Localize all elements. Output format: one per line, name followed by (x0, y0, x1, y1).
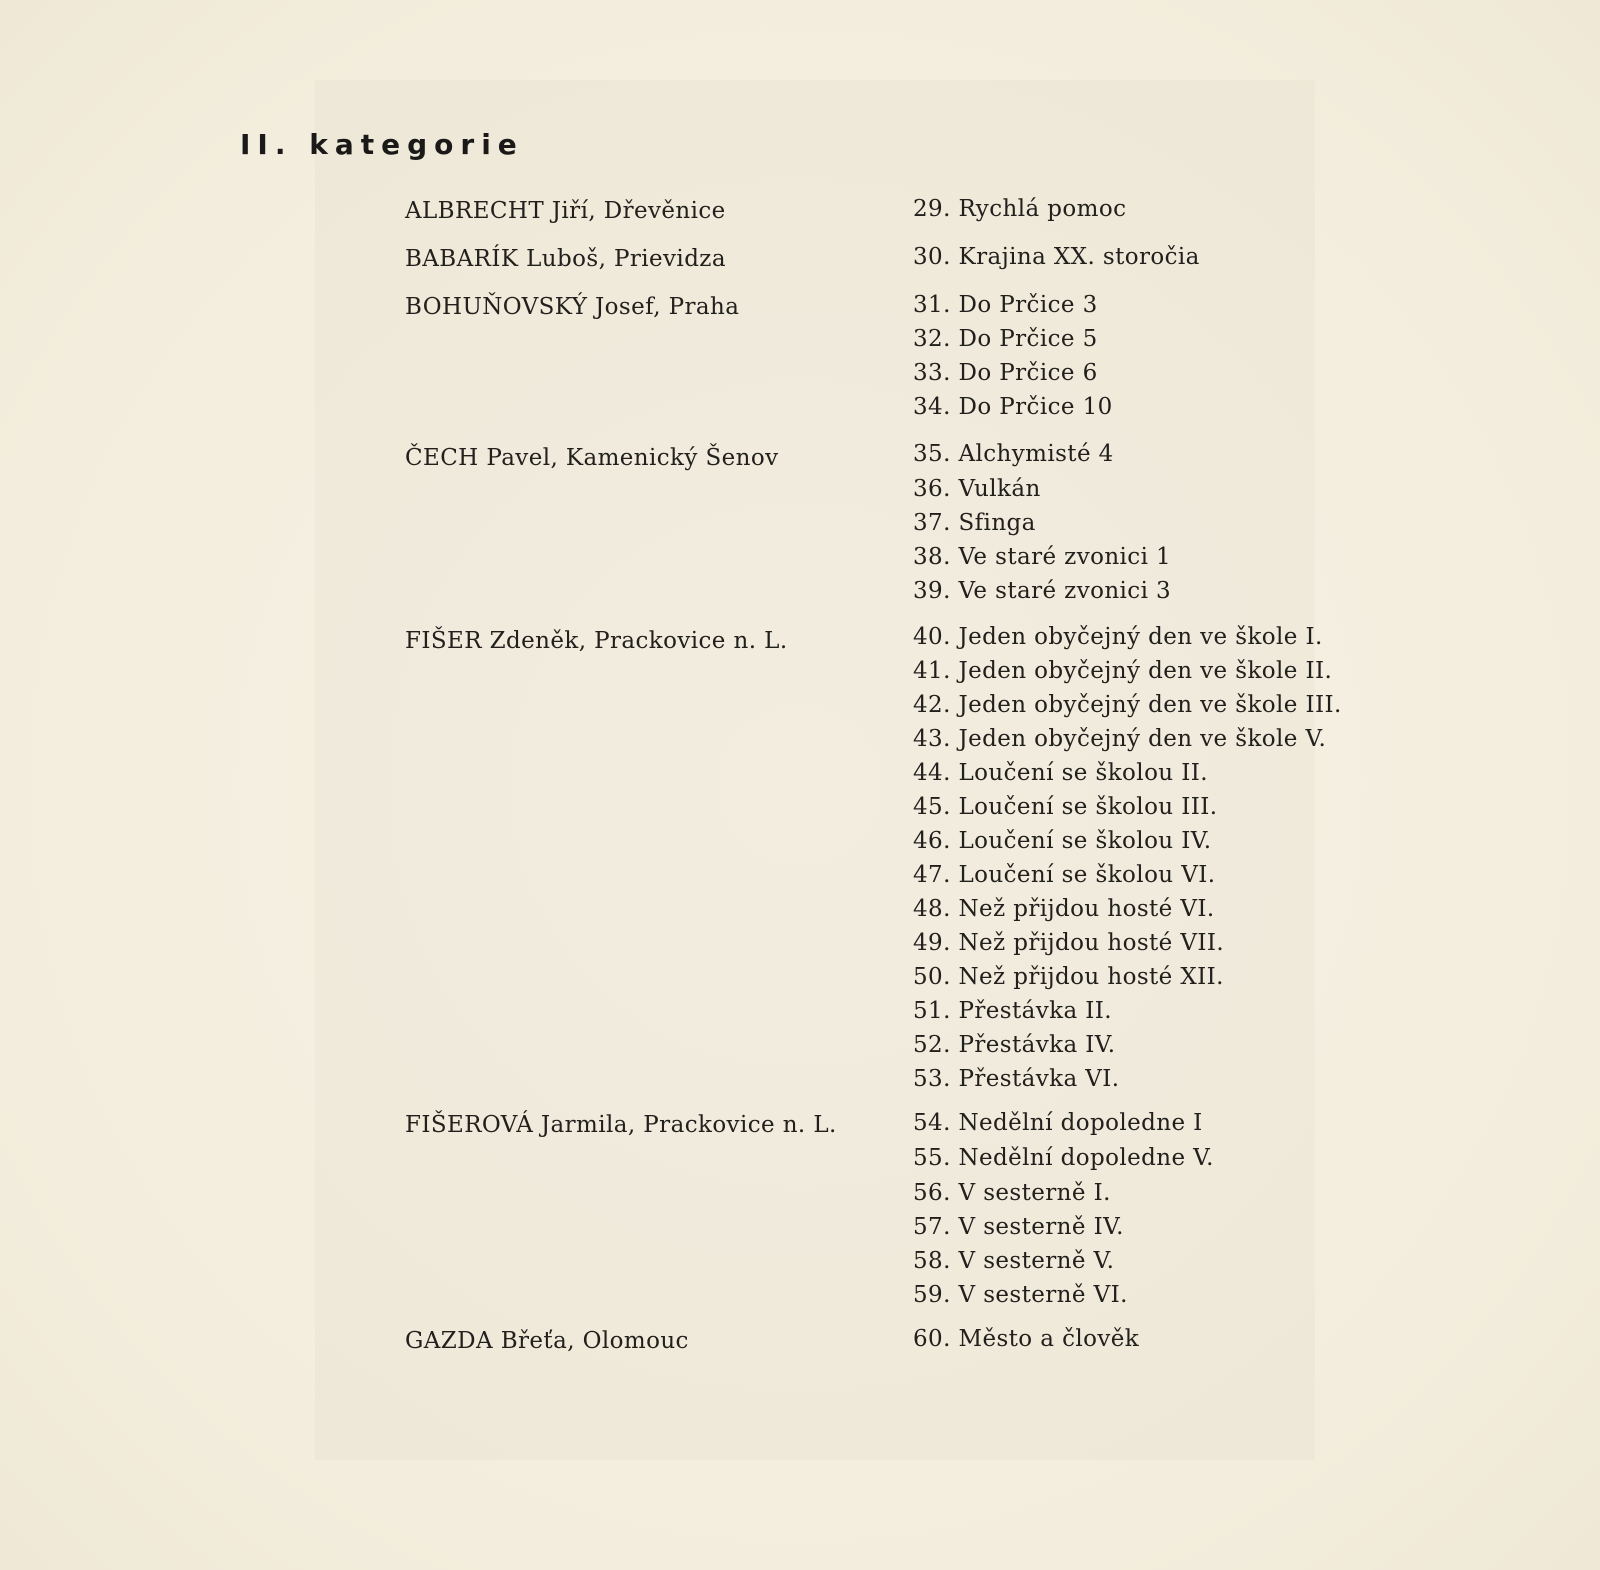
work-item: 53. Přestávka VI. (913, 1066, 1120, 1092)
work-item: 29. Rychlá pomoc (913, 196, 1127, 222)
work-item: 32. Do Prčice 5 (913, 326, 1098, 352)
work-item: 40. Jeden obyčejný den ve škole I. (913, 624, 1323, 650)
work-item: 46. Loučení se školou IV. (913, 828, 1212, 854)
work-item: 59. V sesterně VI. (913, 1282, 1128, 1308)
work-item: 35. Alchymisté 4 (913, 441, 1114, 467)
work-item: 37. Sfinga (913, 510, 1036, 536)
category-heading: II. kategorie (240, 128, 524, 161)
work-item: 58. V sesterně V. (913, 1248, 1115, 1274)
work-item: 36. Vulkán (913, 476, 1041, 502)
work-item: 60. Město a člověk (913, 1326, 1140, 1352)
author-fiserova: FIŠEROVÁ Jarmila, Prackovice n. L. (405, 1112, 837, 1138)
work-item: 30. Krajina XX. storočia (913, 244, 1200, 270)
work-item: 56. V sesterně I. (913, 1180, 1111, 1206)
work-item: 34. Do Prčice 10 (913, 394, 1113, 420)
author-fiser: FIŠER Zdeněk, Prackovice n. L. (405, 628, 788, 654)
work-item: 44. Loučení se školou II. (913, 760, 1208, 786)
work-item: 57. V sesterně IV. (913, 1214, 1124, 1240)
work-item: 39. Ve staré zvonici 3 (913, 578, 1172, 604)
work-item: 33. Do Prčice 6 (913, 360, 1098, 386)
work-item: 54. Nedělní dopoledne I (913, 1110, 1203, 1136)
author-albrecht: ALBRECHT Jiří, Dřevěnice (405, 198, 726, 224)
author-gazda: GAZDA Břeťa, Olomouc (405, 1328, 689, 1354)
work-item: 31. Do Prčice 3 (913, 292, 1098, 318)
work-item: 55. Nedělní dopoledne V. (913, 1145, 1214, 1171)
work-item: 47. Loučení se školou VI. (913, 862, 1216, 888)
work-item: 45. Loučení se školou III. (913, 794, 1218, 820)
work-item: 48. Než přijdou hosté VI. (913, 896, 1215, 922)
work-item: 43. Jeden obyčejný den ve škole V. (913, 726, 1327, 752)
work-item: 49. Než přijdou hosté VII. (913, 930, 1225, 956)
work-item: 41. Jeden obyčejný den ve škole II. (913, 658, 1333, 684)
author-cech: ČECH Pavel, Kamenický Šenov (405, 445, 779, 471)
work-item: 42. Jeden obyčejný den ve škole III. (913, 692, 1342, 718)
work-item: 52. Přestávka IV. (913, 1032, 1116, 1058)
author-bohunovsky: BOHUŇOVSKÝ Josef, Praha (405, 294, 740, 320)
work-item: 51. Přestávka II. (913, 998, 1112, 1024)
author-babarik: BABARÍK Luboš, Prievidza (405, 246, 726, 272)
work-item: 50. Než přijdou hosté XII. (913, 964, 1224, 990)
work-item: 38. Ve staré zvonici 1 (913, 544, 1172, 570)
